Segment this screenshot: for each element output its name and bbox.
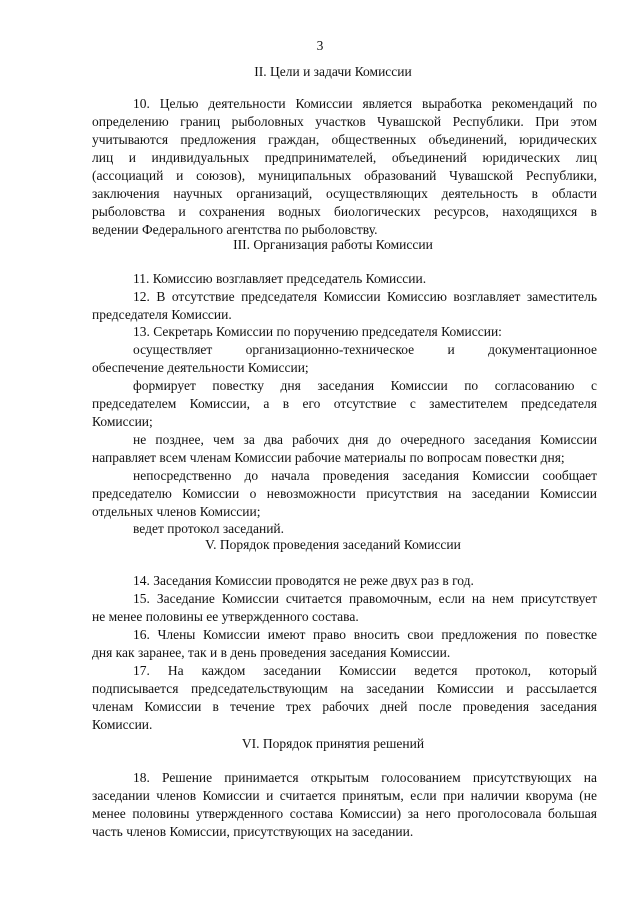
text-line: председателем Комиссии, а в его отсутствие с заместителем председателя (92, 396, 597, 411)
section-heading-meetings: V. Порядок проведения заседаний Комиссии (205, 537, 461, 552)
text-line: заседании членов Комиссии и считается принятым, если при наличии кворума (не (92, 788, 597, 803)
text-line: отдельных членов Комиссии; (92, 504, 261, 519)
text-line: непосредственно до начала проведения заседания Комиссии сообщает (133, 468, 597, 483)
text-line: осуществляет организационно-техническое и документационное (133, 342, 597, 357)
text-line: подписывается председательствующим на заседании Комиссии и рассылается (92, 681, 597, 696)
text-line: 10. Целью деятельности Комиссии является выработка рекомендаций по (133, 96, 597, 111)
text-line: председателю Комиссии о невозможности присутствия на заседании Комиссии (92, 486, 597, 501)
text-line: 17. На каждом заседании Комиссии ведется протокол, который (133, 663, 597, 678)
text-line: рыболовства и сохранения водных биологических ресурсов, находящихся в (92, 204, 597, 219)
text-line: 11. Комиссию возглавляет председатель Комиссии. (133, 271, 427, 286)
text-line: менее половины утвержденного состава Комиссии) за него проголосовала большая (92, 806, 597, 821)
section-heading-organization: III. Организация работы Комиссии (233, 237, 433, 252)
text-line: направляет всем членам Комиссии рабочие материалы по вопросам повестки дня; (92, 450, 565, 465)
text-line: определению границ рыболовных участков Чувашской Республики. При этом (92, 114, 597, 129)
text-line: не менее половины ее утвержденного состава. (92, 609, 359, 624)
section-heading-goals: II. Цели и задачи Комиссии (254, 64, 412, 79)
text-line: ведет протокол заседаний. (133, 521, 285, 536)
text-line: председателя Комиссии. (92, 307, 232, 322)
text-line: 15. Заседание Комиссии считается правомочным, если на нем присутствует (133, 591, 597, 606)
text-line: часть членов Комиссии, присутствующих на заседании. (92, 824, 414, 839)
text-line: 13. Секретарь Комиссии по поручению председателя Комиссии: (133, 324, 502, 339)
text-line: не позднее, чем за два рабочих дня до очередного заседания Комиссии (133, 432, 597, 447)
text-line: 18. Решение принимается открытым голосованием присутствующих на (133, 770, 597, 785)
text-line: учитываются предложения граждан, общественных объединений, юридических (92, 132, 597, 147)
text-line: формирует повестку дня заседания Комиссии по согласованию с (133, 378, 597, 393)
text-line: Комиссии; (92, 414, 153, 429)
text-line: лиц и индивидуальных предпринимателей, объединений юридических лиц (92, 150, 597, 165)
text-line: дня как заранее, так и в день проведения заседания Комиссии. (92, 645, 451, 660)
page-number: 3 (316, 38, 324, 53)
section-heading-decisions: VI. Порядок принятия решений (241, 736, 425, 751)
text-line: заключения научных организаций, осуществляющих деятельность в области (92, 186, 597, 201)
text-line: Комиссии. (92, 717, 153, 732)
text-line: 16. Члены Комиссии имеют право вносить свои предложения по повестке (133, 627, 597, 642)
text-line: членам Комиссии в течение трех рабочих дней после проведения заседания (92, 699, 597, 714)
text-line: обеспечение деятельности Комиссии; (92, 360, 309, 375)
text-line: 14. Заседания Комиссии проводятся не реже двух раз в год. (133, 573, 474, 588)
text-line: (ассоциаций и союзов), муниципальных образований Чувашской Республики, (92, 168, 597, 183)
text-line: ведении Федерального агентства по рыболовству. (92, 222, 378, 237)
text-line: 12. В отсутствие председателя Комиссии Комиссию возглавляет заместитель (133, 289, 597, 304)
